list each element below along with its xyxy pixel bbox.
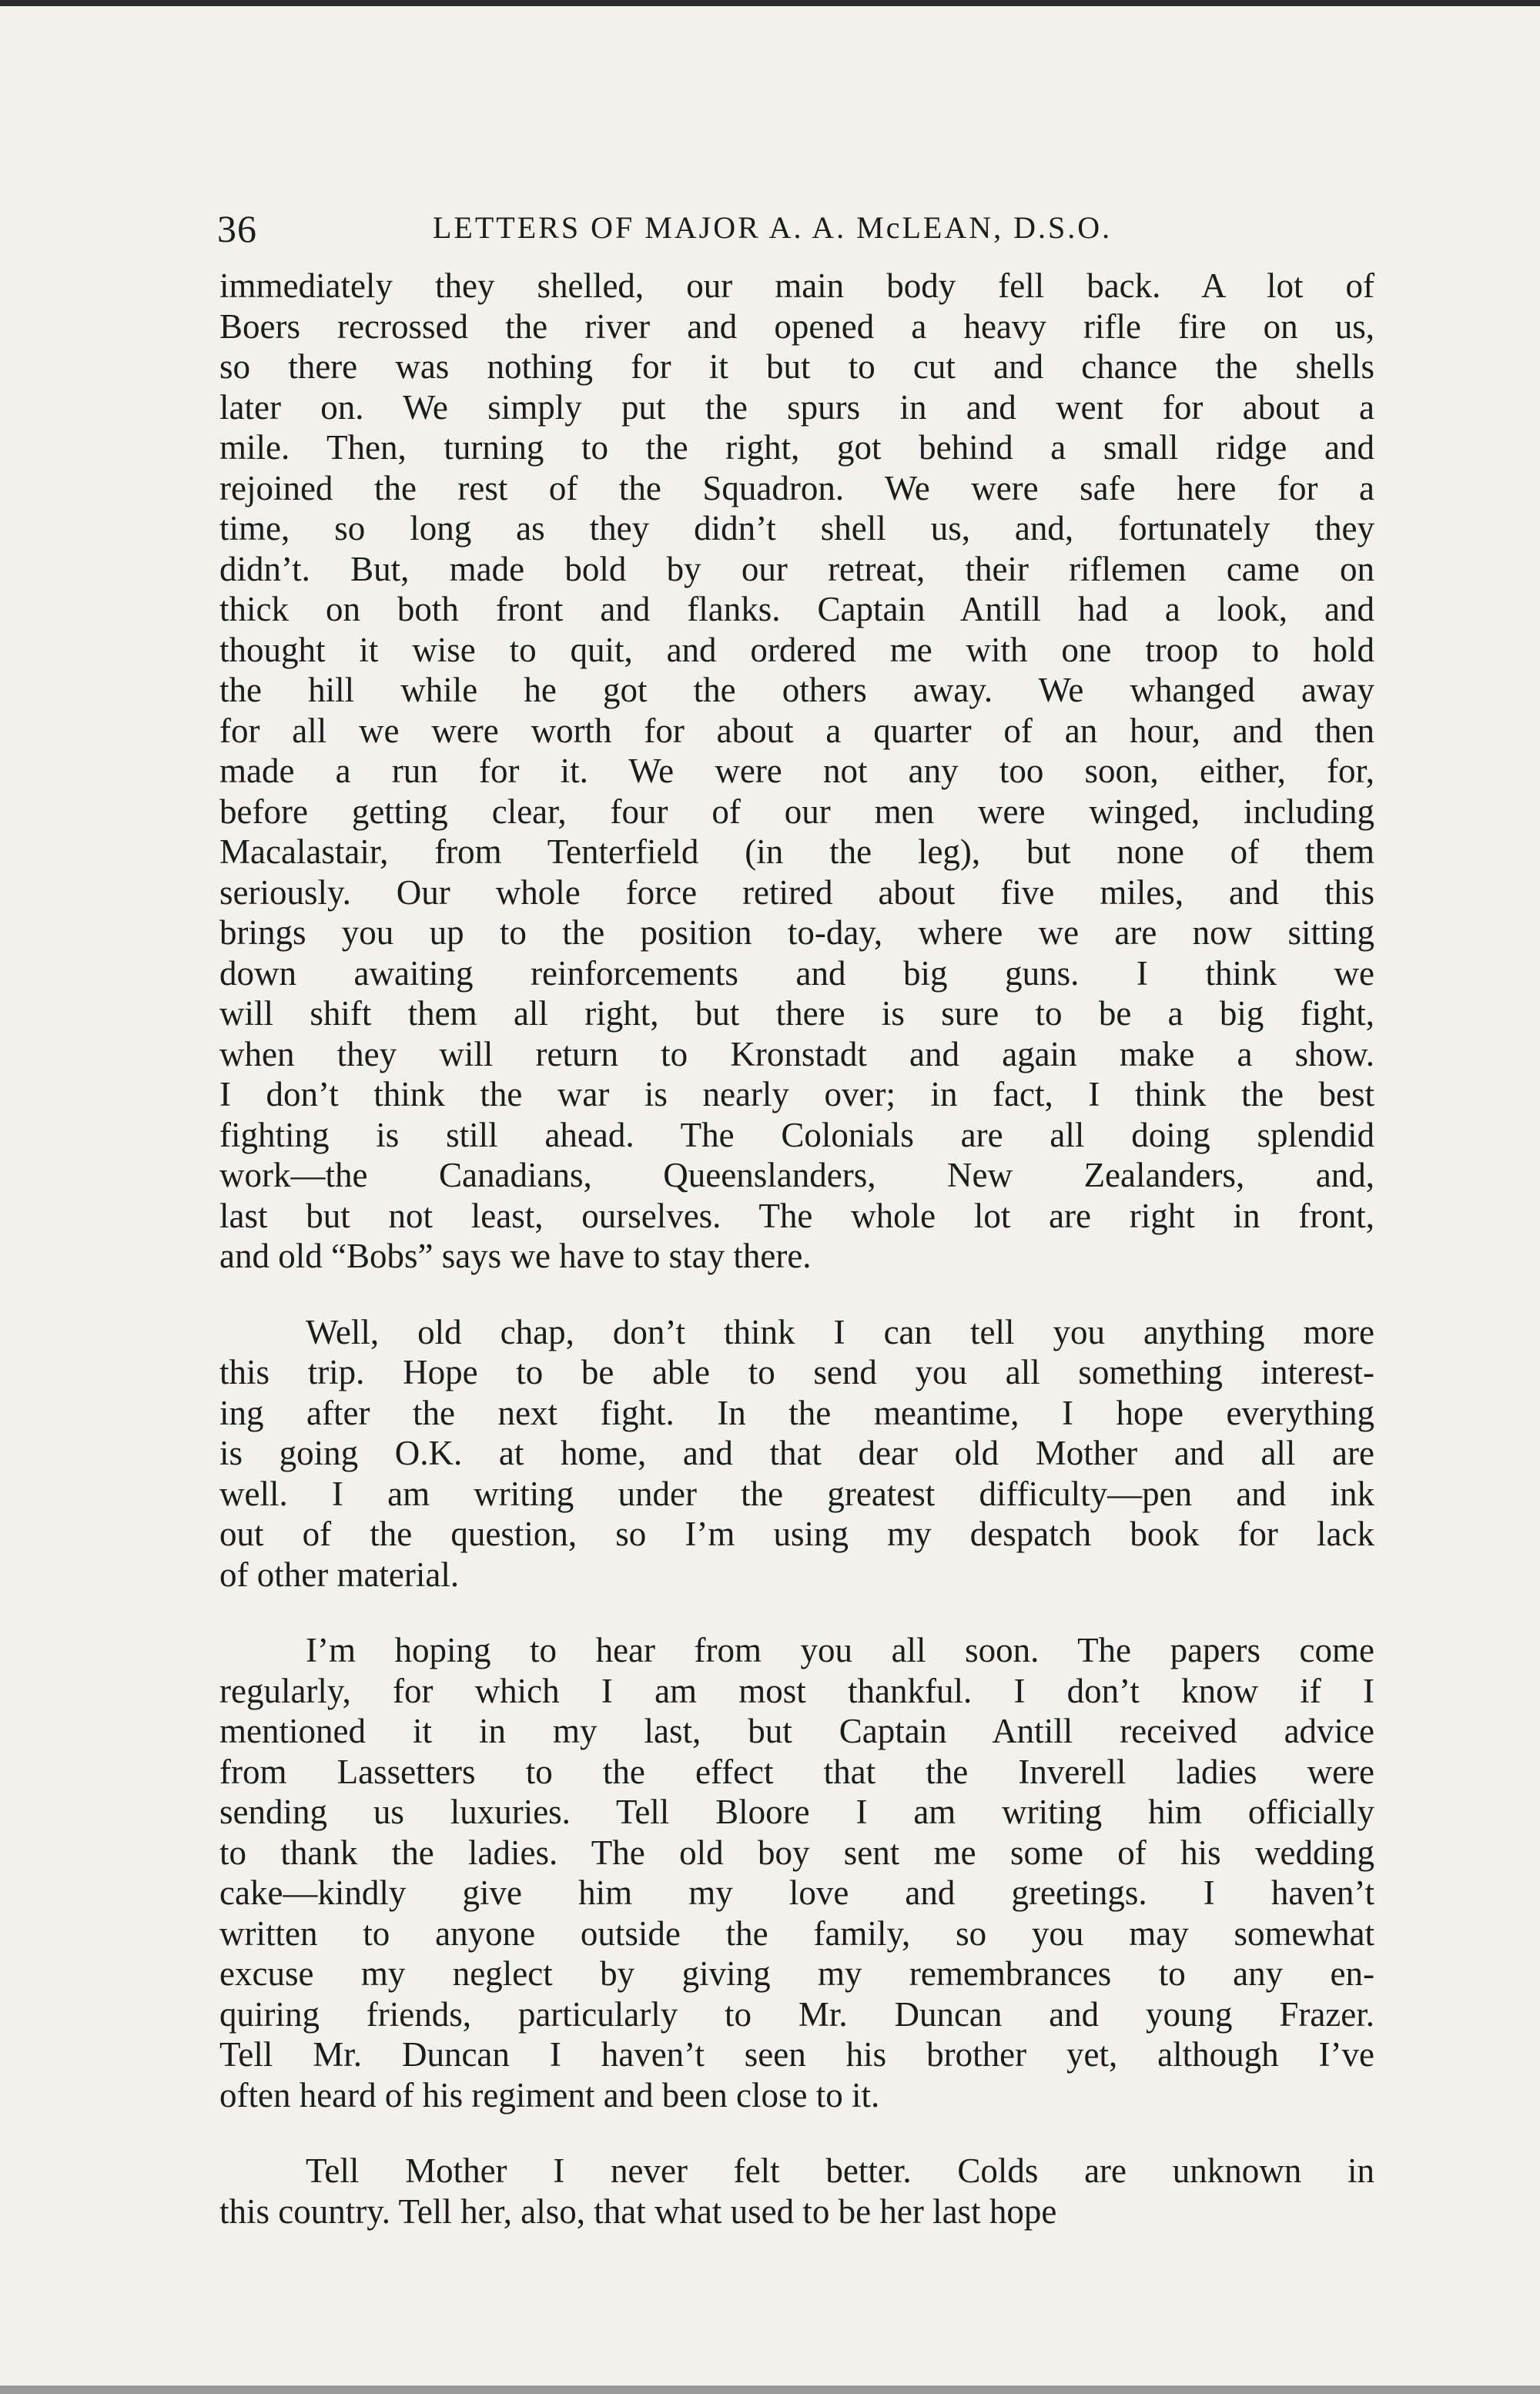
text-line: regularly, for which I am most thankful. I don’t know if I [219, 1671, 1374, 1710]
text-line: Tell Mr. Duncan I haven’t seen his brother yet, although I’ve [219, 2035, 1374, 2074]
paragraph [219, 2151, 1374, 2232]
text-line: fighting is still ahead. The Colonials are all doing splendid [219, 1115, 1374, 1154]
text-line: Well, old chap, don’t think I can tell you anything more [306, 1312, 1374, 1351]
body-text [219, 266, 1374, 2232]
text-line: made a run for it. We were not any too soon, either, for, [219, 752, 1374, 790]
text-line: this trip. Hope to be able to send you all something interest- [219, 1353, 1374, 1391]
text-line: didn’t. But, made bold by our retreat, their riflemen came on [219, 549, 1374, 588]
text-line: ing after the next fight. In the meantime, I hope everything [219, 1393, 1374, 1432]
paragraph [219, 1630, 1374, 2115]
text-line: later on. We simply put the spurs in and went for about a [219, 387, 1374, 427]
page-bottom-edge [0, 2386, 1540, 2394]
text-line: of other material. [219, 1555, 460, 1594]
text-line: I don’t think the war is nearly over; in fact, I think the best [219, 1075, 1374, 1113]
text-line: to thank the ladies. The old boy sent me some of his wedding [219, 1833, 1374, 1872]
text-line: is going O.K. at home, and that dear old Mother and all are [219, 1434, 1374, 1472]
text-line: quiring friends, particularly to Mr. Duncan and young Frazer. [219, 1994, 1374, 2034]
text-line: work—the Canadians, Queenslanders, New Zealanders, and, [219, 1156, 1374, 1194]
text-line: out of the question, so I’m using my despatch book for lack [219, 1515, 1374, 1553]
text-line: mile. Then, turning to the right, got behind a small ridge and [219, 428, 1374, 467]
text-line: well. I am writing under the greatest difficulty—pen and ink [219, 1474, 1374, 1513]
running-title: LETTERS OF MAJOR A. A. McLEAN, D.S.O. [433, 210, 1113, 245]
text-line: Boers recrossed the river and opened a heavy rifle fire on us, [219, 306, 1374, 346]
text-line: last but not least, ourselves. The whole lot are right in front, [219, 1196, 1374, 1235]
text-line: often heard of his regiment and been close to it. [219, 2075, 880, 2114]
text-line: thought it wise to quit, and ordered me with one troop to hold [219, 630, 1374, 669]
page-number: 36 [217, 207, 257, 250]
text-line: sending us luxuries. Tell Bloore I am writing him officially [219, 1793, 1374, 1831]
text-line: so there was nothing for it but to cut and chance the shells [219, 347, 1374, 386]
text-line: Macalastair, from Tenterfield (in the leg), but none of them [219, 832, 1374, 871]
text-line: the hill while he got the others away. We whanged away [219, 671, 1374, 709]
text-line: for all we were worth for about a quarter of an hour, and then [219, 711, 1374, 750]
paragraph [219, 266, 1374, 1277]
text-line: will shift them all right, but there is sure to be a big fight, [219, 994, 1374, 1033]
text-line: this country. Tell her, also, that what used to be her last hope [219, 2191, 1057, 2231]
text-line: I’m hoping to hear from you all soon. The papers come [306, 1631, 1374, 1669]
text-line: when they will return to Kronstadt and again make a show. [219, 1034, 1374, 1073]
text-line: excuse my neglect by giving my remembrances to any en- [219, 1954, 1374, 1993]
text-line: rejoined the rest of the Squadron. We were safe here for a [219, 468, 1374, 507]
text-line: before getting clear, four of our men were winged, including [219, 792, 1374, 831]
text-line: down awaiting reinforcements and big guns. I think we [219, 953, 1374, 993]
running-head [217, 202, 1372, 256]
text-line: thick on both front and flanks. Captain Antill had a look, and [219, 590, 1374, 628]
text-line: written to anyone outside the family, so you may somewhat [219, 1914, 1374, 1953]
text-line: brings you up to the position to-day, where we are now sitting [219, 913, 1374, 952]
text-line: time, so long as they didn’t shell us, and, fortunately they [219, 509, 1374, 547]
text-line: Tell Mother I never felt better. Colds are unknown in [306, 2151, 1374, 2190]
paragraph [219, 1312, 1374, 1595]
text-line: and old “Bobs” says we have to stay there. [219, 1237, 812, 1275]
text-line: cake—kindly give him my love and greetings. I haven’t [219, 1873, 1374, 1912]
text-line: seriously. Our whole force retired about five miles, and this [219, 872, 1374, 912]
text-line: mentioned it in my last, but Captain Antill received advice [219, 1712, 1374, 1750]
text-line: immediately they shelled, our main body fell back. A lot of [219, 266, 1374, 305]
text-line: from Lassetters to the effect that the Inverell ladies were [219, 1752, 1374, 1791]
page-top-edge [0, 0, 1540, 6]
